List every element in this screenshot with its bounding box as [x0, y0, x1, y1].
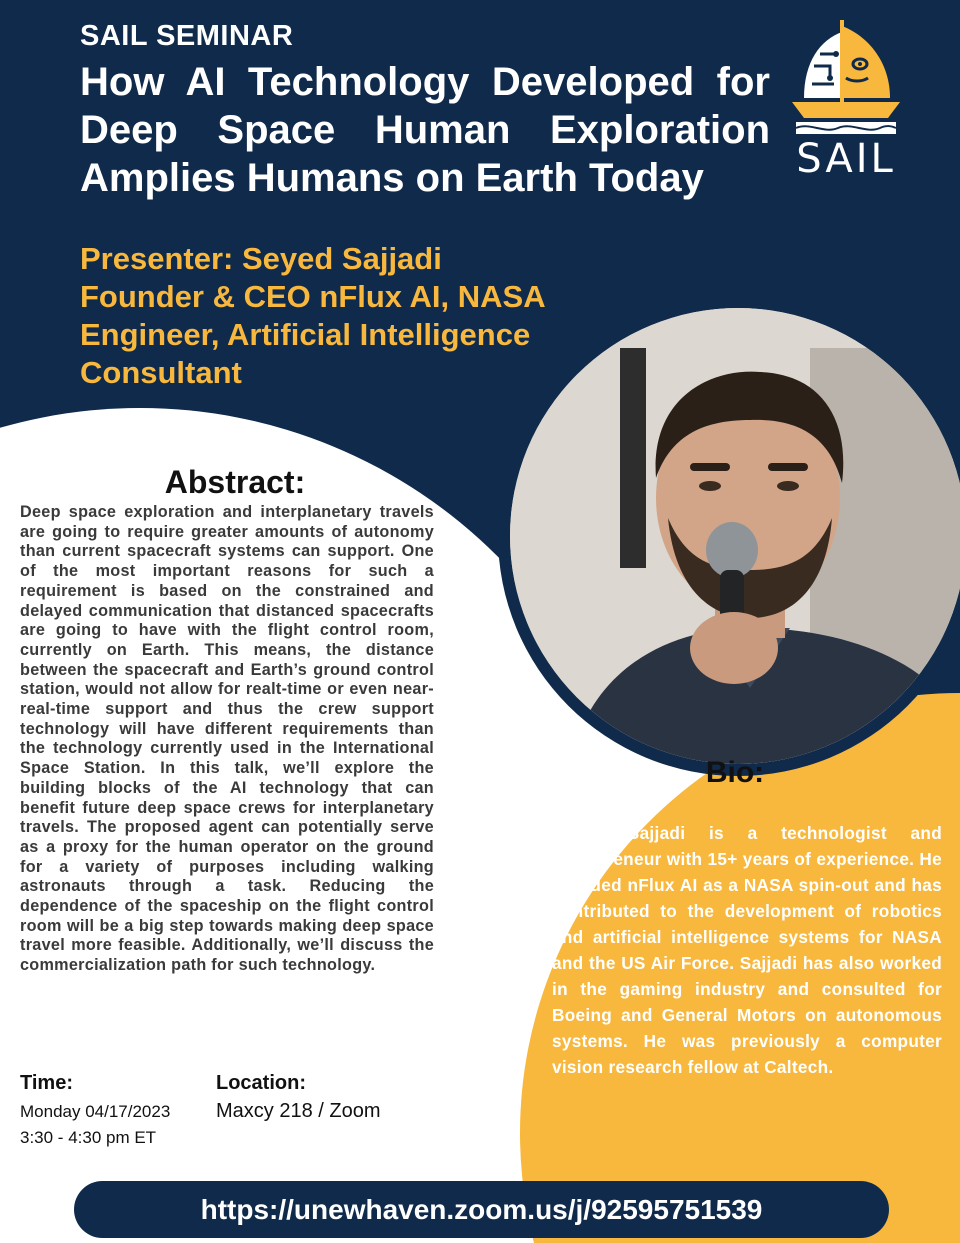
- sail-boat-icon: [790, 18, 902, 138]
- presenter-name: Presenter: Seyed Sajjadi: [80, 241, 442, 276]
- abstract-heading: Abstract:: [164, 464, 306, 500]
- event-location: Maxcy 218 / Zoom: [216, 1100, 381, 1122]
- zoom-link[interactable]: https://unewhaven.zoom.us/j/92595751539: [74, 1181, 889, 1238]
- bio-heading: Bio:: [705, 756, 765, 789]
- event-hours: 3:30 - 4:30 pm ET: [20, 1128, 157, 1147]
- page-title: How AI Technology Developed for Deep Space Human Exploration Amplies Humans on Earth Today: [80, 60, 770, 200]
- abstract-body: Deep space exploration and interplanetary travels are going to require greater amounts of autonomy than current spacecraft systems can support. One of the most important reasons for such a requirement is based on the constrained and delayed communication that distanced spacecrafts are going to have with the flight control room, currently on Earth. This means, the distance between the spacecraft and Earth’s ground control station, would not allow for realt-time or even near-real-time support and thus the crew support technology will have different requirements than the technology currently used in the International Space Station. In this talk, we’ll explore the building blocks of the AI technology that can benefit future deep space crews for interplanetary travels. The proposed agent can potentially serve as a proxy for the human operator on the ground for a variety of purposes including walking astronauts through a task. Reducing the dependence of the spaceship on the flight control room will be a big step towards making deep space travel more feasible. Additionally, we’ll discuss the commercialization path for such technology.: [20, 503, 434, 975]
- sail-logo: [790, 18, 902, 182]
- sail-logo-text: SAIL: [796, 136, 896, 182]
- bio-body: Seyed Sajjadi is a technologist and entrepreneur with 15+ years of experience. He founded nFlux AI as a NASA spin-out and has contributed to the development of robotics and artificial intelligence systems for NASA and the US Air Force. Sajjadi has also worked in the gaming industry and consulted for Boeing and General Motors on autonomous systems. He was previously a computer vision research fellow at Caltech.: [552, 823, 942, 1077]
- location-label: Location:: [216, 1072, 306, 1094]
- presenter-info: [80, 240, 620, 392]
- presenter-roles: Founder & CEO nFlux AI, NASA Engineer, Artificial Intelligence Consultant: [80, 279, 545, 390]
- event-date: Monday 04/17/2023: [20, 1102, 171, 1121]
- time-label: Time:: [20, 1072, 73, 1094]
- seminar-label: SAIL SEMINAR: [80, 20, 294, 52]
